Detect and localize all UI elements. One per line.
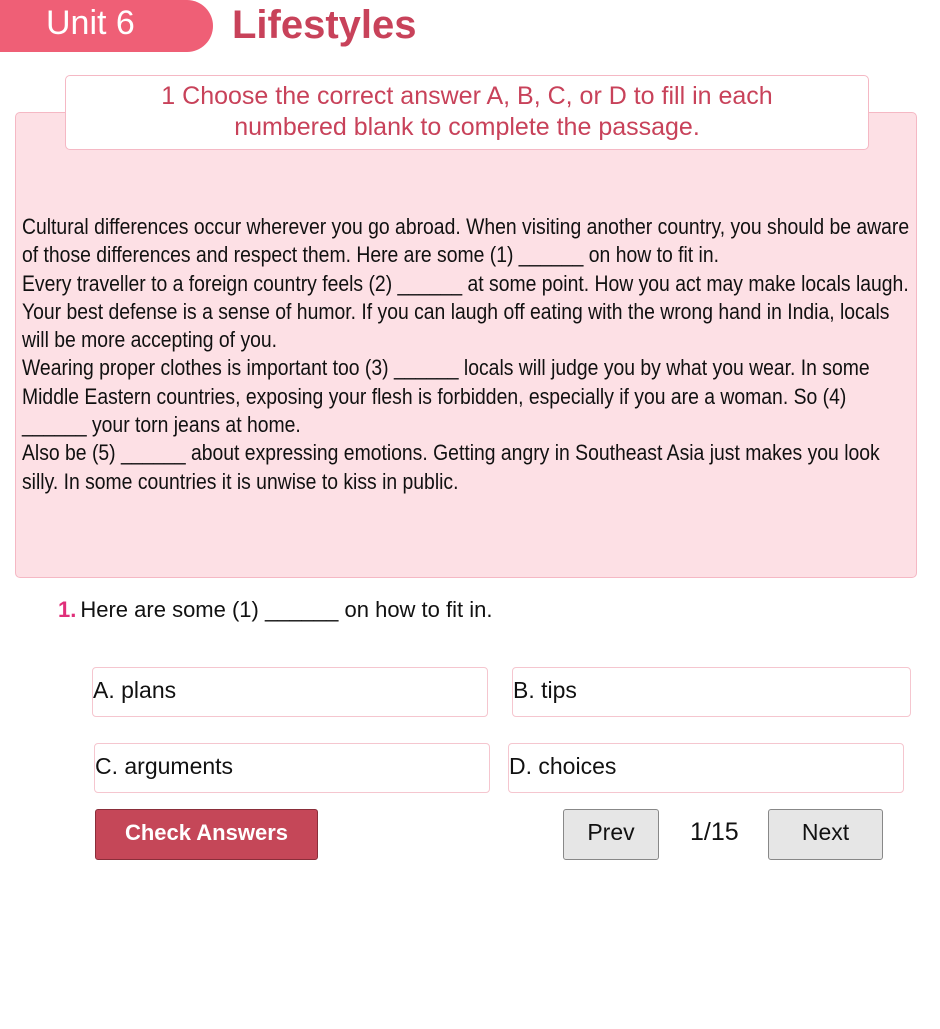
instruction-box bbox=[65, 75, 869, 150]
check-answers-button[interactable]: Check Answers bbox=[95, 809, 318, 860]
passage-paragraph: Wearing proper clothes is important too (3) ______ locals will judge you by what you wear. In some Middle Eastern countries, exposing your flesh is forbidden, especially if you are a woman. So (4) ______ your torn jeans at home. bbox=[22, 355, 870, 438]
next-button[interactable]: Next bbox=[768, 809, 883, 860]
option-d[interactable]: D. choices bbox=[508, 743, 904, 793]
page-counter: 1/15 bbox=[690, 818, 739, 846]
instruction-line-2: numbered blank to complete the passage. bbox=[234, 113, 700, 141]
passage-paragraph: Cultural differences occur wherever you go abroad. When visiting another country, you should be aware of those differences and respect them. Here are some (1) ______ on how to fit in. bbox=[22, 214, 910, 268]
question-number: 1. bbox=[58, 597, 77, 622]
prev-button[interactable]: Prev bbox=[563, 809, 659, 860]
unit-badge: Unit 6 bbox=[0, 0, 213, 52]
passage-paragraph: Every traveller to a foreign country feels (2) ______ at some point. How you act may make locals laugh. Your best defense is a sense of humor. If you can laugh off eating with the wrong hand in India, locals will be more accepting of you. bbox=[22, 270, 909, 353]
passage-paragraph: Also be (5) ______ about expressing emotions. Getting angry in Southeast Asia just makes you look silly. In some countries it is unwise to kiss in public. bbox=[22, 440, 880, 494]
passage-text bbox=[22, 213, 911, 496]
option-b[interactable]: B. tips bbox=[512, 667, 911, 717]
instruction-line-1: 1 Choose the correct answer A, B, C, or D to fill in each bbox=[161, 82, 773, 110]
question-text: Here are some (1) ______ on how to fit in. bbox=[80, 597, 493, 622]
question bbox=[58, 596, 492, 624]
option-c[interactable]: C. arguments bbox=[94, 743, 490, 793]
page-title: Lifestyles bbox=[232, 3, 417, 47]
option-a[interactable]: A. plans bbox=[92, 667, 488, 717]
